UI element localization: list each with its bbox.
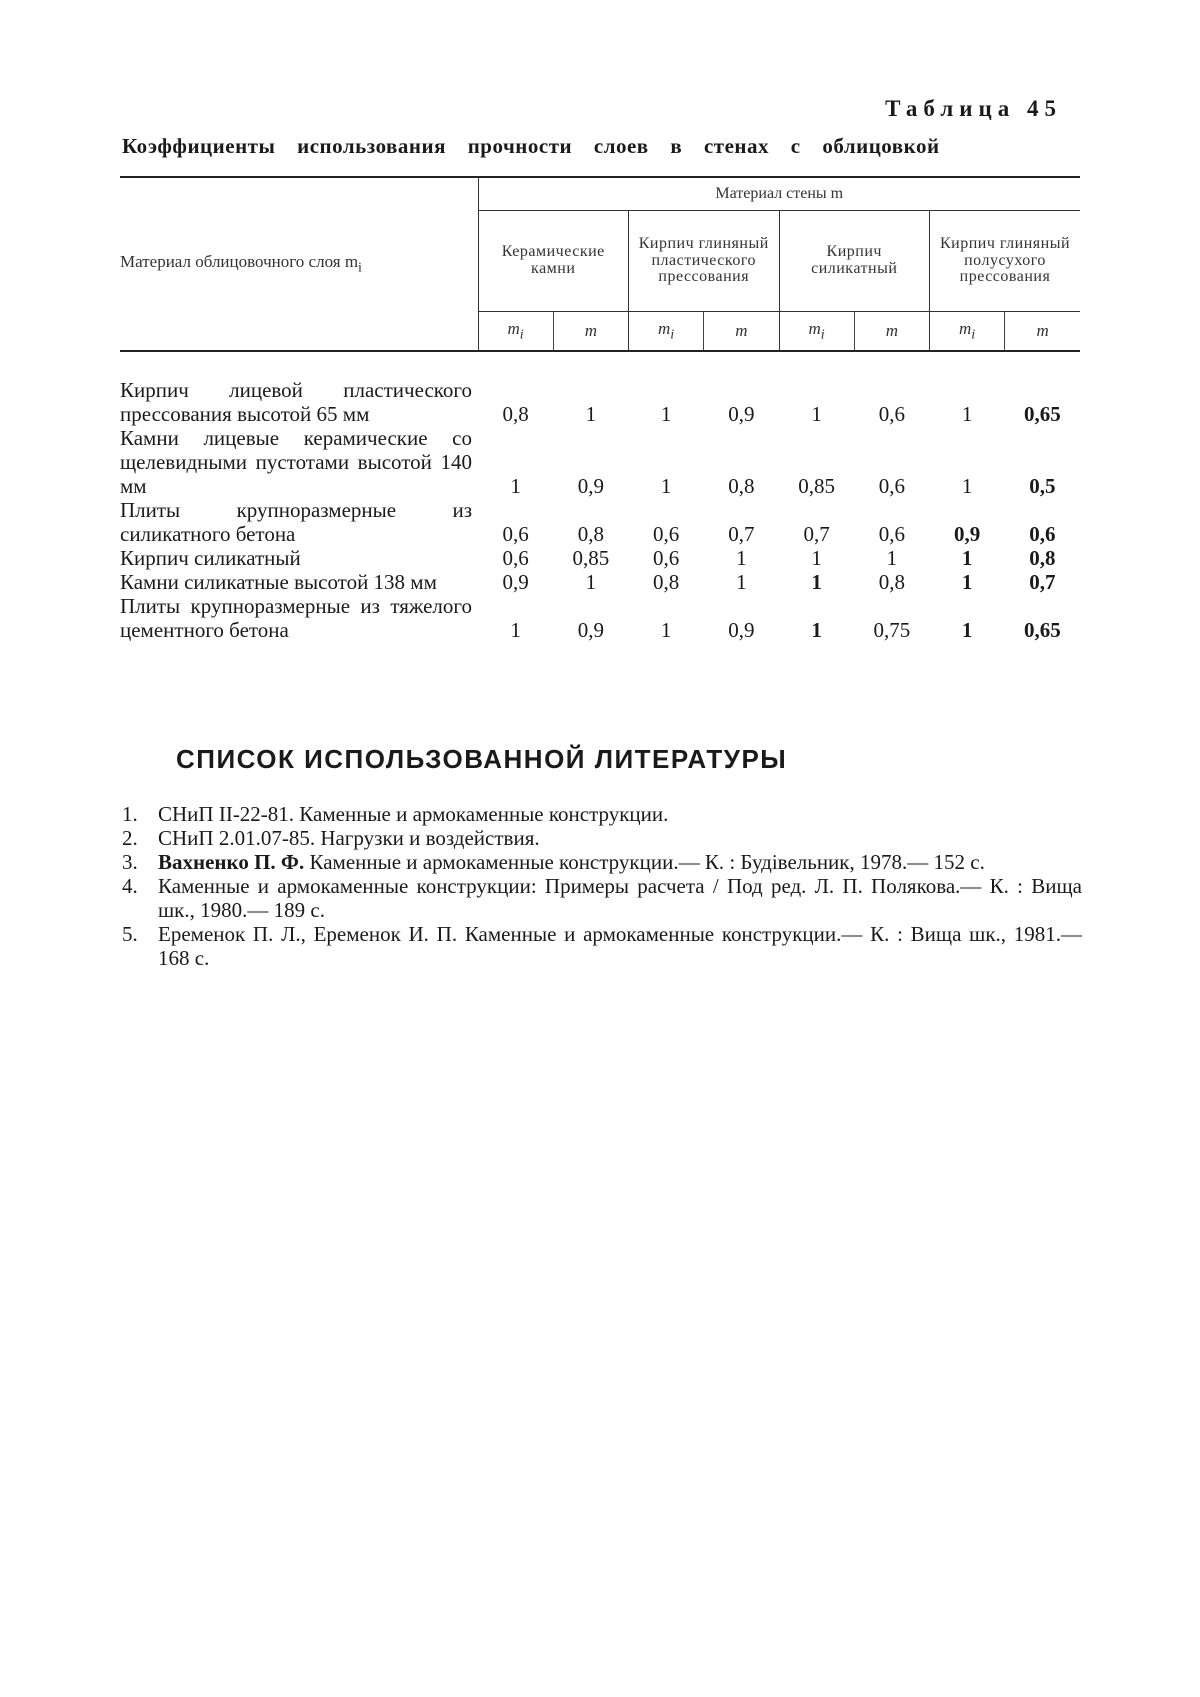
reference-number: 1.	[122, 802, 138, 826]
table-cell: 0,8	[653, 570, 680, 594]
table-cell: 0,9	[577, 474, 604, 498]
table-cell: 0,7	[1029, 570, 1056, 594]
reference-text: Каменные и армокаменные конструкции.— К. : Будівельник, 1978.— 152 с.	[309, 850, 985, 874]
table-cell: 1	[811, 570, 822, 594]
reference-number: 5.	[122, 922, 138, 946]
table-cell: 1	[811, 546, 822, 570]
table-cell: 0,6	[502, 546, 529, 570]
table-cell: 1	[510, 474, 521, 498]
list-item	[122, 802, 1082, 826]
table-cell: 0,85	[798, 474, 835, 498]
subheader-mi: $m_i$	[629, 312, 704, 352]
table-cell: 0,9	[577, 618, 604, 642]
header-wall-material: Материал стены m	[478, 177, 1080, 211]
row-label: Камни лицевые керамические со щелевидными пустотами высотой 140 мм	[120, 426, 472, 498]
literature-title: СПИСОК ИСПОЛЬЗОВАННОЙ ЛИТЕРАТУРЫ	[176, 744, 788, 774]
table-cell: 0,6	[878, 474, 905, 498]
table-cell: 0,6	[653, 546, 680, 570]
row-label: Кирпич лицевой пластического прессования высотой 65 мм	[120, 378, 472, 426]
table-row	[120, 570, 1080, 594]
subheader-m: m	[553, 312, 628, 352]
row-label: Плиты крупноразмерные из тяжелого цементного бетона	[120, 594, 472, 642]
table-cell: 1	[961, 570, 973, 594]
reference-text: СНиП II-22-81. Каменные и армокаменные конструкции.	[158, 802, 669, 826]
row-label: Камни силикатные высотой 138 мм	[120, 570, 437, 594]
table-cell: 1	[660, 402, 672, 426]
table-cell: 0,75	[873, 618, 911, 642]
table-cell: 1	[886, 546, 898, 570]
coefficients-table	[120, 176, 1080, 642]
table-caption: Коэффициенты использования прочности слоев в стенах с облицовкой	[122, 134, 940, 158]
table-cell: 0,8	[878, 570, 905, 594]
table-cell: 0,6	[878, 522, 905, 546]
subheader-mi: $m_i$	[779, 312, 854, 352]
table-cell: 1	[510, 618, 521, 642]
reference-author: Вахненко П. Ф.	[158, 850, 305, 874]
list-item	[122, 826, 1082, 850]
table-cell: 1	[660, 474, 672, 498]
table-row	[120, 546, 1080, 570]
table-cell: 0,6	[878, 402, 905, 426]
header-group-ceramic-stones: Керамические камни	[478, 211, 629, 312]
table-cell: 1	[660, 618, 672, 642]
reference-number: 2.	[122, 826, 138, 850]
table-cell: 0,8	[1029, 546, 1056, 570]
table-cell: 0,9	[502, 570, 529, 594]
table-cell: 1	[811, 402, 822, 426]
table-cell: 1	[585, 570, 597, 594]
table-cell: 0,5	[1029, 474, 1056, 498]
reference-author: Еременок П. Л., Еременок И. П.	[158, 922, 458, 946]
reference-number: 4.	[122, 874, 138, 898]
list-item	[122, 850, 1082, 874]
table-cell: 0,8	[577, 522, 604, 546]
table-row	[120, 594, 1080, 642]
table-cell: 0,9	[728, 402, 755, 426]
table-cell: 0,8	[728, 474, 755, 498]
table-cell: 1	[736, 546, 747, 570]
reference-text: Каменные и армокаменные конструкции.— К. : Вища шк., 1981.— 168 с.	[158, 922, 1083, 970]
table-cell: 0,65	[1024, 402, 1061, 426]
table-cell: 0,7	[803, 522, 830, 546]
table-cell: 1	[585, 402, 597, 426]
subheader-m: m	[1005, 312, 1080, 352]
table-cell: 1	[961, 618, 973, 642]
table-cell: 0,8	[502, 402, 529, 426]
table-cell: 0,6	[1029, 522, 1056, 546]
header-group-clay-brick-plastic: Кирпич глиняный пластического прессования	[629, 211, 780, 312]
row-label: Плиты крупноразмерные из силикатного бетона	[120, 498, 472, 546]
reference-number: 3.	[122, 850, 138, 874]
table-row	[120, 498, 1080, 546]
header-facing-material: Материал облицовочного слоя $m_i$	[120, 177, 478, 351]
reference-list	[122, 802, 1082, 970]
table-cell: 0,6	[502, 522, 529, 546]
table-number: Таблица 45	[885, 96, 1062, 121]
table-cell: 1	[961, 546, 973, 570]
table-cell: 0,7	[728, 522, 755, 546]
reference-text: СНиП 2.01.07-85. Нагрузки и воздействия.	[158, 826, 540, 850]
table-row	[120, 426, 1080, 498]
reference-text: Каменные и армокаменные конструкции: Примеры расчета / Под ред. Л. П. Полякова.— К. : Вища шк., 1980.— 189 с.	[158, 874, 1082, 922]
table-cell: 0,65	[1024, 618, 1061, 642]
table-cell: 0,6	[653, 522, 680, 546]
table-cell: 0,85	[572, 546, 610, 570]
header-group-silicate-brick: Кирпич силикатный	[779, 211, 930, 312]
subheader-mi: $m_i$	[478, 312, 553, 352]
subheader-mi: $m_i$	[930, 312, 1005, 352]
table-cell: 1	[961, 402, 973, 426]
list-item	[122, 874, 1082, 922]
list-item	[122, 922, 1082, 970]
row-label: Кирпич силикатный	[120, 546, 301, 570]
table-row	[120, 351, 1080, 426]
table-cell: 0,9	[954, 522, 981, 546]
subheader-m: m	[854, 312, 929, 352]
table-cell: 1	[811, 618, 822, 642]
table-cell: 1	[736, 570, 747, 594]
subheader-m: m	[704, 312, 779, 352]
header-group-clay-brick-semidry: Кирпич глиняный полусухого прессования	[930, 211, 1081, 312]
table-cell: 1	[961, 474, 973, 498]
table-cell: 0,9	[728, 618, 755, 642]
